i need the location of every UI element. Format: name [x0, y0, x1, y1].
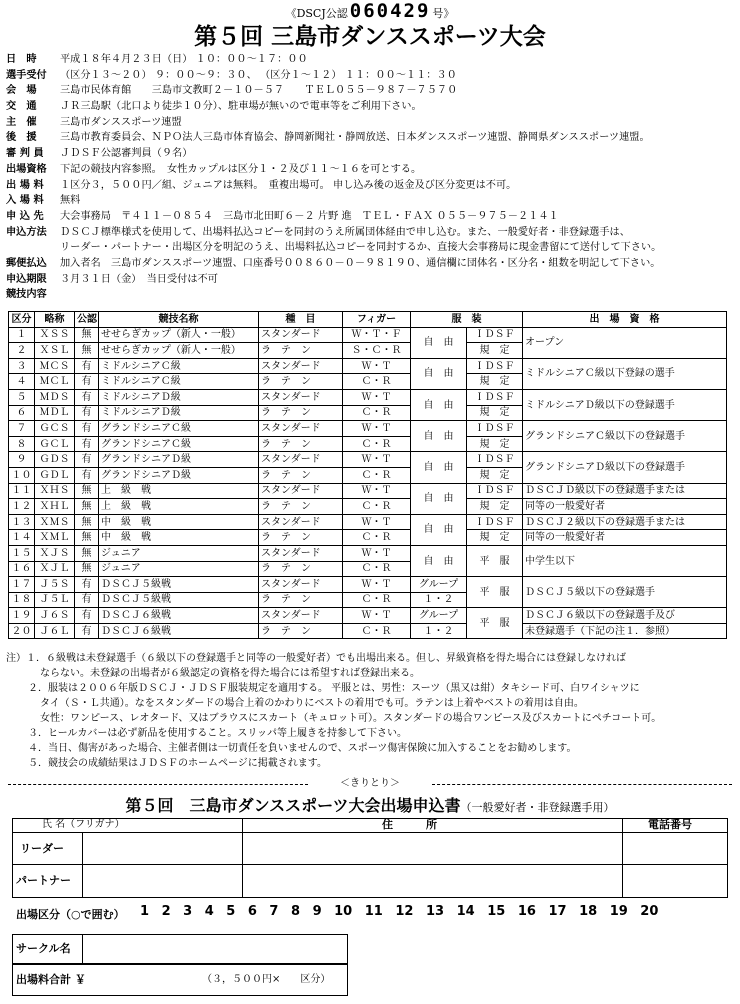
circle-name-field[interactable] [84, 936, 346, 962]
table-header: 種 目 [259, 312, 343, 328]
table-cell: 規 定 [467, 405, 523, 421]
leader-name-field[interactable] [86, 834, 240, 862]
table-cell: 規 定 [467, 499, 523, 515]
table-cell: ラ テ ン [259, 436, 343, 452]
table-cell: ２ [9, 343, 35, 359]
table-header: 服 装 [411, 312, 523, 328]
table-cell: スタンダード [259, 358, 343, 374]
note-line: ５．競技会の成績結果はＪＤＳＦのホームページに掲載されます。 [28, 758, 327, 769]
note-line: ２．服装は２００６年版ＤＳＣＪ・ＪＤＳＦ服装規定を適用する。 平服とは、男性：スーツ（黒又は紺）タキシード可、白ワイシャツに [28, 683, 640, 694]
table-cell: ９ [9, 452, 35, 468]
table-cell: ＩＤＳＦ [467, 514, 523, 530]
table-cell: グランドシニアＤ級 [99, 467, 259, 483]
info-row [6, 225, 736, 241]
info-row [6, 193, 736, 209]
table-cell: 自 由 [411, 483, 467, 514]
table-cell: Ｃ・Ｒ [343, 405, 411, 421]
table-header: フィガー [343, 312, 411, 328]
info-row [6, 83, 736, 99]
table-cell: ＤＳＣＪ５級戦 [99, 577, 259, 593]
table-cell: Ｃ・Ｒ [343, 561, 411, 577]
info-row [6, 68, 736, 84]
table-cell: ＧＤＬ [35, 467, 75, 483]
table-cell: 規 定 [467, 374, 523, 390]
table-cell: ＭＤＳ [35, 389, 75, 405]
table-cell: １３ [9, 514, 35, 530]
table-cell: Ｗ・Ｔ [343, 577, 411, 593]
info-label: 入 場 料 [6, 194, 44, 207]
table-cell: 同等の一般愛好者 [523, 530, 727, 546]
table-cell: Ｃ・Ｒ [343, 530, 411, 546]
table-cell: Ｊ５Ｌ [35, 592, 75, 608]
info-value: 下記の競技内容参照。 女性カップルは区分１・２及び１１～１６を可とする。 [60, 163, 422, 175]
table-cell: ＩＤＳＦ [467, 327, 523, 343]
table-cell: スタンダード [259, 389, 343, 405]
table-cell: 規 定 [467, 530, 523, 546]
info-label: 出 場 料 [6, 178, 44, 191]
table-cell: スタンダード [259, 421, 343, 437]
table-row [9, 577, 727, 593]
table-cell: ＤＳＣＪ６級戦 [99, 623, 259, 639]
table-cell: １２ [9, 499, 35, 515]
table-header: 出 場 資 格 [523, 312, 727, 328]
table-cell: せせらぎカップ（新人・一般） [99, 343, 259, 359]
info-row [6, 115, 736, 131]
info-value: 無料 [60, 195, 81, 207]
table-row [9, 623, 727, 639]
table-row [9, 421, 727, 437]
table-cell: 無 [75, 343, 99, 359]
table-cell: ＸＨＬ [35, 499, 75, 515]
table-cell: ＧＣＳ [35, 421, 75, 437]
table-cell: ＭＣＳ [35, 358, 75, 374]
info-row [6, 146, 736, 162]
fee-label: 出場料合計 ￥ [16, 973, 86, 986]
table-cell: ＩＤＳＦ [467, 452, 523, 468]
table-cell: スタンダード [259, 545, 343, 561]
info-value: リーダー・パートナー・出場区分を明記のうえ、出場料払込コピーを同封するか、直接大会事務局に現金書留にて送付して下さい。 [60, 242, 662, 254]
table-cell: ＸＭＳ [35, 514, 75, 530]
page-title: 第５回 三島市ダンススポーツ大会 [194, 24, 546, 50]
table-cell: Ｃ・Ｒ [343, 499, 411, 515]
table-cell: Ｊ５Ｓ [35, 577, 75, 593]
table-cell: ８ [9, 436, 35, 452]
cut-label: ＜きりとり＞ [340, 778, 400, 789]
table-cell: ＩＤＳＦ [467, 389, 523, 405]
table-cell: グランドシニアＤ級 [99, 452, 259, 468]
info-label: 申込期限 [6, 272, 47, 285]
table-row [9, 608, 727, 624]
table-cell: スタンダード [259, 483, 343, 499]
table-cell: ラ テ ン [259, 561, 343, 577]
table-cell: 無 [75, 483, 99, 499]
table-cell: ミドルシニアＣ級 [99, 374, 259, 390]
info-label: 申 込 先 [6, 209, 44, 222]
table-cell: オープン [523, 327, 727, 358]
table-row [9, 530, 727, 546]
table-cell: ＭＣＬ [35, 374, 75, 390]
table-cell: 上 級 戦 [99, 483, 259, 499]
table-cell: 有 [75, 374, 99, 390]
division-label: 出場区分（○で囲む） [16, 908, 125, 921]
table-row [9, 514, 727, 530]
table-cell: 上 級 戦 [99, 499, 259, 515]
table-cell: ＧＤＳ [35, 452, 75, 468]
table-row [9, 389, 727, 405]
table-cell: 無 [75, 514, 99, 530]
table-cell: 自 由 [411, 545, 467, 576]
table-cell: Ｗ・Ｔ [343, 514, 411, 530]
table-cell: 有 [75, 577, 99, 593]
table-cell: 規 定 [467, 467, 523, 483]
table-cell: ラ テ ン [259, 343, 343, 359]
table-cell: Ｗ・Ｔ・Ｆ [343, 327, 411, 343]
table-row [9, 545, 727, 561]
table-cell: グランドシニアＣ級 [99, 436, 259, 452]
table-cell: 有 [75, 436, 99, 452]
table-row [9, 499, 727, 515]
table-header: 略称 [35, 312, 75, 328]
entry-form [12, 818, 728, 998]
table-cell: ジュニア [99, 561, 259, 577]
table-header: 公認 [75, 312, 99, 328]
table-cell: グランドシニアＤ級以下の登録選手 [523, 452, 727, 483]
info-value: 加入者名 三島市ダンススポーツ連盟、口座番号００８６０－０－９８１９０、通信欄に団体名・区分名・組数を明記して下さい。 [60, 257, 661, 269]
table-cell: ＸＳＬ [35, 343, 75, 359]
table-cell: ＩＤＳＦ [467, 483, 523, 499]
table-cell: Ｗ・Ｔ [343, 608, 411, 624]
table-cell: ミドルシニアＤ級 [99, 389, 259, 405]
table-cell: ＧＣＬ [35, 436, 75, 452]
note-line: 女性：ワンピース、レオタード、又はブラウスにスカート（キュロット可）。スタンダードの場合ワンピース及びスカートにペチコート可。 [40, 713, 662, 724]
table-cell: ＸＪＳ [35, 545, 75, 561]
table-cell: 規 定 [467, 436, 523, 452]
info-row [6, 162, 736, 178]
note-line: ４．当日、傷害があった場合、主催者側は一切責任を負いませんので、スポーツ傷害保険に加入することをお勧めします。 [28, 743, 577, 754]
info-row [6, 287, 736, 303]
table-cell: 中 級 戦 [99, 530, 259, 546]
info-value: 平成１８年４月２３日（日） １０：００～１７：００ [60, 54, 308, 65]
info-value: １区分３，５００円／組、ジュニアは無料。 重複出場可。 申し込み後の返金及び区分変更は不可。 [60, 179, 517, 191]
table-cell: ＤＳＣＪ５級戦 [99, 592, 259, 608]
cert-prefix: 《DSCJ公認 [285, 7, 348, 20]
phone-header: 電話番号 [648, 818, 692, 831]
table-cell: １・２ [411, 623, 467, 639]
table-cell: せせらぎカップ（新人・一般） [99, 327, 259, 343]
notes [6, 651, 734, 771]
table-cell: グランドシニアＣ級 [99, 421, 259, 437]
table-row [9, 358, 727, 374]
table-cell: ＸＭＬ [35, 530, 75, 546]
table-cell: Ｗ・Ｔ [343, 358, 411, 374]
info-row [6, 178, 736, 194]
table-cell: 有 [75, 452, 99, 468]
note-line: 注）１．６級戦は未登録選手（６級以下の登録選手と同等の一般愛好者）でも出場出来る。但し、昇級資格を得た場合には登録しなければ [6, 653, 626, 664]
event-table [8, 311, 727, 639]
table-cell: 無 [75, 499, 99, 515]
note-line: ならない。未登録の出場者が６級認定の資格を得た場合には希望すれば登録出来る。 [40, 668, 420, 679]
table-cell: ラ テ ン [259, 592, 343, 608]
table-cell: 有 [75, 467, 99, 483]
table-row [9, 452, 727, 468]
address-field[interactable] [244, 834, 620, 896]
table-cell: １・２ [411, 592, 467, 608]
table-cell: １６ [9, 561, 35, 577]
table-cell: 有 [75, 608, 99, 624]
info-row [6, 130, 736, 146]
table-cell: ＸＳＳ [35, 327, 75, 343]
table-cell: ラ テ ン [259, 467, 343, 483]
table-cell: ＩＤＳＦ [467, 358, 523, 374]
table-cell: 無 [75, 530, 99, 546]
table-cell: スタンダード [259, 327, 343, 343]
info-row [6, 99, 736, 115]
table-cell: ３ [9, 358, 35, 374]
cert-number: 060429 [349, 0, 431, 22]
table-cell: Ｗ・Ｔ [343, 483, 411, 499]
table-cell: ラ テ ン [259, 530, 343, 546]
table-cell: 自 由 [411, 421, 467, 452]
certification-number [0, 2, 740, 23]
table-cell: Ｗ・Ｔ [343, 421, 411, 437]
table-cell: ７ [9, 421, 35, 437]
table-cell: １１ [9, 483, 35, 499]
partner-label: パートナー [16, 874, 71, 887]
info-value: （区分１３～２０） ９：００～９：３０、 （区分１～１２） １１：００～１１：３０ [60, 69, 457, 81]
name-header: 氏 名（フリガナ） [42, 819, 125, 830]
table-header: 区分 [9, 312, 35, 328]
info-label: 郵便払込 [6, 256, 47, 269]
table-cell: 無 [75, 561, 99, 577]
table-cell: ラ テ ン [259, 623, 343, 639]
table-cell: ミドルシニアＤ級 [99, 405, 259, 421]
table-cell: 無 [75, 545, 99, 561]
table-cell: 中学生以下 [523, 545, 727, 576]
table-cell: スタンダード [259, 577, 343, 593]
address-header: 住 所 [382, 818, 437, 831]
table-row [9, 483, 727, 499]
circle-name-label: サークル名 [16, 942, 71, 955]
info-value: 三島市ダンススポーツ連盟 [60, 116, 182, 128]
table-cell: １８ [9, 592, 35, 608]
table-cell: ＤＳＣＪＤ級以下の登録選手または [523, 483, 727, 499]
table-cell: １９ [9, 608, 35, 624]
info-label: 申込方法 [6, 225, 47, 238]
table-cell: ４ [9, 374, 35, 390]
table-cell: ２０ [9, 623, 35, 639]
table-cell: ＤＳＣＪ６級以下の登録選手及び [523, 608, 727, 624]
table-cell: ミドルシニアＣ級以下登録の選手 [523, 358, 727, 389]
table-cell: ＸＨＳ [35, 483, 75, 499]
table-cell: 未登録選手（下記の注１．参照） [523, 623, 727, 639]
table-cell: １７ [9, 577, 35, 593]
table-row [9, 327, 727, 343]
table-cell: 規 定 [467, 343, 523, 359]
table-cell: Ｃ・Ｒ [343, 467, 411, 483]
table-cell: 自 由 [411, 358, 467, 389]
info-value: ＪＤＳＦ公認審判員（９名） [60, 148, 193, 160]
event-info [6, 52, 736, 303]
table-cell: １４ [9, 530, 35, 546]
table-cell: ５ [9, 389, 35, 405]
table-cell: １５ [9, 545, 35, 561]
info-label: 出場資格 [6, 162, 47, 175]
leader-label: リーダー [20, 842, 64, 855]
table-cell: １０ [9, 467, 35, 483]
table-cell: ＤＳＣＪ５級以下の登録選手 [523, 577, 727, 608]
cut-line [8, 778, 732, 790]
info-label: 会 場 [6, 84, 37, 97]
table-cell: ＸＪＬ [35, 561, 75, 577]
table-cell: ラ テ ン [259, 405, 343, 421]
table-cell: 同等の一般愛好者 [523, 499, 727, 515]
table-cell: 有 [75, 592, 99, 608]
table-cell: 有 [75, 405, 99, 421]
table-cell: グループ [411, 577, 467, 593]
table-cell: 自 由 [411, 327, 467, 358]
table-cell: １ [9, 327, 35, 343]
table-cell: Ｗ・Ｔ [343, 389, 411, 405]
table-cell: Ｗ・Ｔ [343, 452, 411, 468]
info-label: 後 援 [6, 131, 37, 144]
table-cell: ＤＳＣＪ６級戦 [99, 608, 259, 624]
table-cell: 無 [75, 327, 99, 343]
info-row [6, 52, 736, 68]
table-cell: グランドシニアＣ級以下の登録選手 [523, 421, 727, 452]
info-value [60, 287, 736, 303]
table-cell: スタンダード [259, 608, 343, 624]
table-cell: 平 服 [467, 545, 523, 576]
table-cell: Ｗ・Ｔ [343, 545, 411, 561]
fee-formula: （３，５００円× 区分） [202, 974, 331, 985]
table-cell: 平 服 [467, 577, 523, 608]
table-cell: 中 級 戦 [99, 514, 259, 530]
table-cell: Ｊ６Ｌ [35, 623, 75, 639]
table-cell: Ｃ・Ｒ [343, 436, 411, 452]
info-label: 審 判 員 [6, 147, 44, 160]
table-cell: 有 [75, 358, 99, 374]
table-cell: ジュニア [99, 545, 259, 561]
table-cell: ラ テ ン [259, 374, 343, 390]
table-cell: 有 [75, 389, 99, 405]
note-line: ３．ヒールカバーは必ず新品を使用すること。スリッパ等上履きを持参して下さい。 [28, 728, 407, 739]
table-cell: スタンダード [259, 514, 343, 530]
table-cell: ＤＳＣＪ２級以下の登録選手または [523, 514, 727, 530]
info-label: 交 通 [6, 100, 37, 113]
phone-field[interactable] [624, 834, 726, 896]
table-cell: ミドルシニアＣ級 [99, 358, 259, 374]
table-cell: グループ [411, 608, 467, 624]
table-cell: ６ [9, 405, 35, 421]
table-cell: Ｓ・Ｃ・Ｒ [343, 343, 411, 359]
info-row [6, 272, 736, 288]
form-title-main: 第５回 三島市ダンススポーツ大会出場申込書 [125, 796, 461, 815]
info-value: 三島市教育委員会、ＮＰＯ法人三島市体育協会、静岡新聞社・静岡放送、日本ダンススポーツ連盟、静岡県ダンススポーツ連盟。 [60, 132, 650, 144]
table-cell: 有 [75, 623, 99, 639]
info-row [6, 209, 736, 225]
partner-name-field[interactable] [86, 866, 240, 896]
table-cell: 自 由 [411, 452, 467, 483]
table-cell: 有 [75, 421, 99, 437]
info-label: 主 催 [6, 115, 37, 128]
table-cell: 平 服 [467, 608, 523, 639]
info-label: 選手受付 [6, 68, 47, 81]
table-cell: 自 由 [411, 389, 467, 420]
table-header: 競技名称 [99, 312, 259, 328]
table-cell: Ｃ・Ｒ [343, 592, 411, 608]
table-cell: ミドルシニアＤ級以下の登録選手 [523, 389, 727, 420]
table-cell: Ｃ・Ｒ [343, 374, 411, 390]
table-cell: ラ テ ン [259, 499, 343, 515]
info-label: 競技内容 [6, 288, 47, 301]
info-row [6, 240, 736, 256]
cert-suffix: 号》 [432, 7, 455, 20]
info-value: ＪＲ三島駅（北口より徒歩１０分）、駐車場が無いので電車等をご利用下さい。 [60, 101, 422, 113]
table-cell: ＭＤＬ [35, 405, 75, 421]
form-title [0, 795, 740, 819]
note-line: タイ（Ｓ・Ｌ共通）。なをスタンダードの場合上着のかわりにベストの着用でも可。ラテンは上着やベストの着用は自由。 [40, 698, 584, 709]
table-cell: スタンダード [259, 452, 343, 468]
table-cell: 自 由 [411, 514, 467, 545]
table-cell: Ｃ・Ｒ [343, 623, 411, 639]
table-cell: ＩＤＳＦ [467, 421, 523, 437]
division-numbers[interactable]: 1 2 3 4 5 6 7 8 9 10 11 12 13 14 15 16 17 18 19 20 [140, 904, 659, 919]
info-label: 日 時 [6, 53, 37, 65]
info-row [6, 256, 736, 272]
info-value: ＤＳＣＪ標準様式を使用して、出場料払込コピーを同封のうえ所属団体経由で申し込む。また、一般愛好者・非登録選手は、 [60, 226, 630, 238]
info-value: ３月３１日（金） 当日受付は不可 [60, 273, 218, 285]
form-title-sub: （一般愛好者・非登録選手用） [460, 801, 615, 814]
info-value: 大会事務局 〒４１１－０８５４ 三島市北田町６－２ 片野 進 ＴＥＬ・ＦＡＸ ０５５－９７５－２１４１ [60, 210, 559, 222]
table-cell: Ｊ６Ｓ [35, 608, 75, 624]
info-value: 三島市民体育館 三島市文教町２－１０－５７ ＴＥＬ０５５－９８７－７５７０ [60, 85, 458, 97]
